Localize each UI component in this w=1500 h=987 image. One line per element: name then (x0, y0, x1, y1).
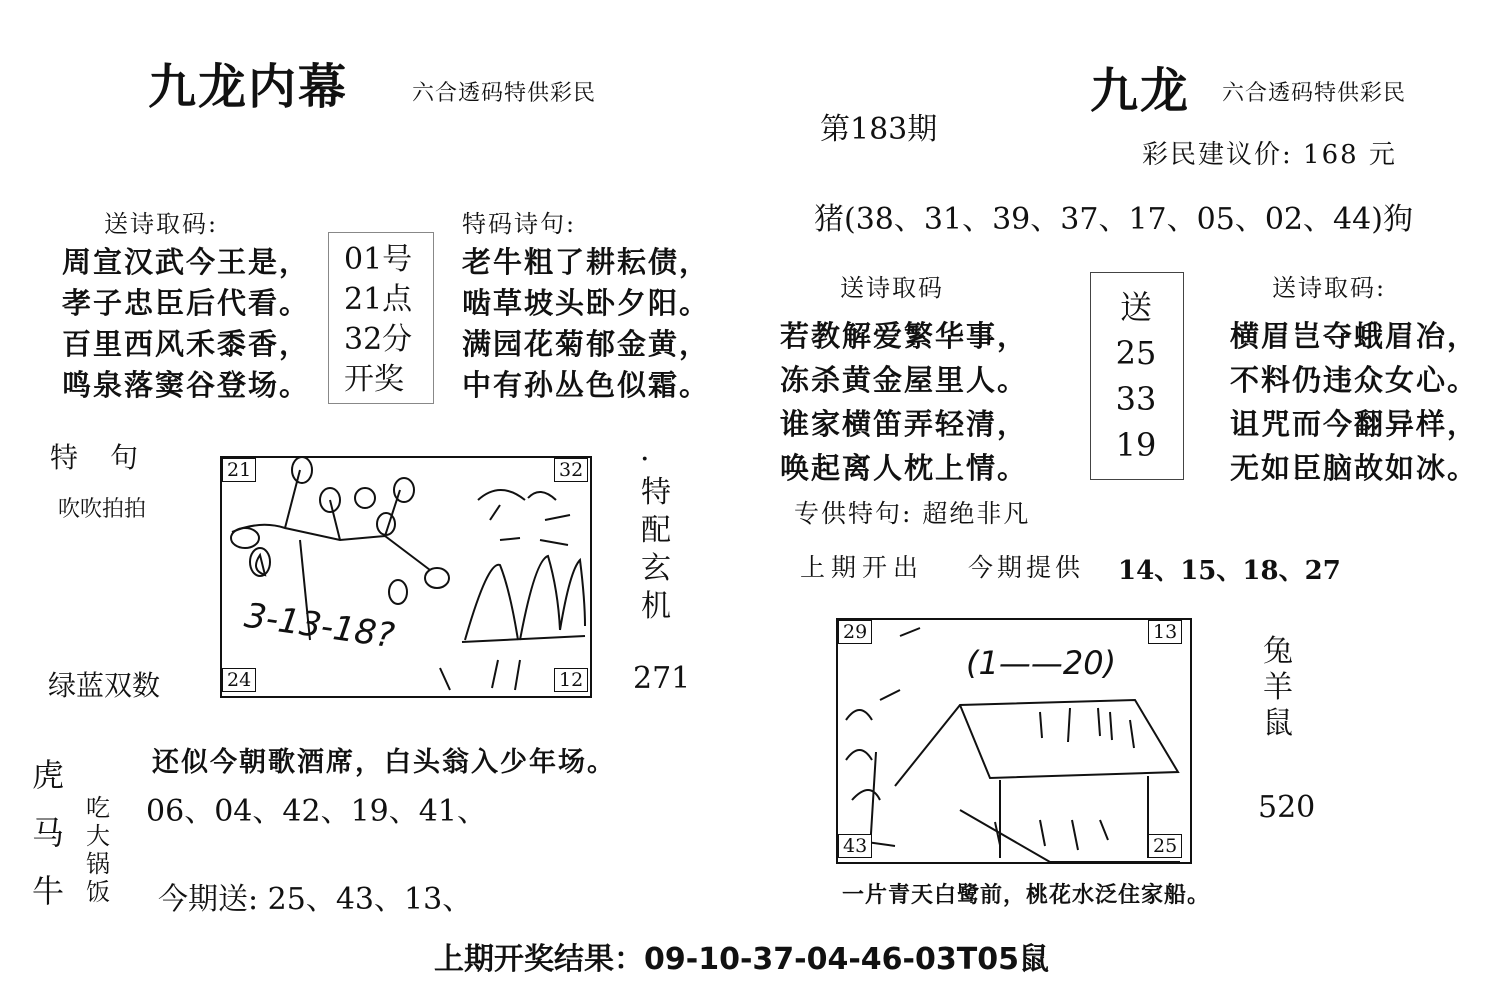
te-ju-value: 吹吹拍拍 (58, 497, 147, 522)
zodiac-char: 虎 (31, 756, 64, 794)
price-label: 彩民建议价: (1142, 140, 1293, 170)
special-vertical-label (636, 474, 676, 626)
picture-corner-bl: 24 (222, 668, 256, 692)
right-title: 九龙 (1090, 63, 1191, 119)
picture-corner-bl: 43 (838, 834, 872, 858)
poem-line: 无如臣脑故如冰。 (1230, 451, 1479, 485)
draw-minute: 32分 (344, 322, 413, 357)
send-number: 25 (1115, 334, 1157, 372)
right-poem-2 (1230, 314, 1478, 490)
number: 19 (350, 794, 389, 829)
number: 42 (282, 794, 321, 829)
picture-corner-tl: 29 (838, 620, 872, 644)
zodiac-char: 马 (31, 814, 64, 852)
poem-line: 周宣汉武今王是， (62, 245, 311, 279)
number: 13 (404, 882, 443, 917)
send-label: 送 (1119, 288, 1152, 326)
vertical-char: 配 (641, 513, 671, 548)
tree-sketch (231, 457, 449, 640)
poem-line: 不料仍违众女心。 (1230, 363, 1479, 397)
left-handwriting: 3-13-18? (241, 595, 397, 657)
picture-corner-br: 12 (554, 668, 588, 692)
number: 25 (267, 882, 306, 917)
provide-label: 今期提供 (968, 553, 1085, 582)
special-dot: · (640, 442, 650, 477)
number: 37 (1060, 202, 1099, 237)
vertical-char: 特 (641, 475, 671, 510)
special-poem-header: 特码诗句: (462, 210, 577, 238)
zodiac-char: 牛 (31, 872, 64, 910)
number: 17 (1128, 202, 1167, 237)
lv-lan-label: 绿蓝双数 (48, 669, 161, 702)
send-number: 19 (1115, 426, 1157, 464)
left-poem-header: 送诗取码: (104, 210, 219, 238)
poem-line: 诅咒而今翻异样， (1230, 407, 1479, 441)
number: 31 (923, 202, 963, 237)
picture-corner-tr: 32 (554, 458, 588, 482)
zodiac-char: 羊 (1263, 670, 1293, 705)
send-box-lines (1090, 284, 1182, 468)
picture-corner-tr: 13 (1148, 620, 1182, 644)
number: 39 (992, 202, 1031, 237)
eat-char: 大 (86, 822, 110, 850)
right-side-number: 520 (1258, 790, 1316, 825)
number: 15 (1180, 556, 1217, 586)
poem-line: 冻杀黄金屋里人。 (780, 363, 1029, 397)
poem-line: 老牛粗了耕耘债， (462, 245, 711, 279)
grass-sketch (440, 490, 585, 690)
zodiac-number-row: 猪(38、31、39、37、17、05、02、44)狗 (814, 202, 1413, 237)
number: 02 (1264, 202, 1304, 237)
number: 05 (1196, 202, 1235, 237)
zodiac-char: 兔 (1263, 634, 1293, 669)
provide-numbers: 14、15、18、27 (1118, 556, 1341, 586)
eat-char: 锅 (86, 850, 110, 878)
poem-line: 啮草坡头卧夕阳。 (462, 286, 711, 320)
number: 41 (418, 794, 457, 829)
number: 38 (855, 202, 894, 237)
left-subtitle: 六合透码特供彩民 (412, 81, 597, 106)
today-label: 今期送: (158, 882, 259, 917)
number: 27 (1304, 556, 1341, 586)
left-number-list: 06、04、42、19、41、 (146, 794, 487, 829)
poem-line: 横眉岂夺蛾眉冶， (1230, 319, 1479, 353)
special-label: 专供特句: (794, 499, 913, 528)
issue-number: 第183期 (820, 112, 938, 147)
special-value: 超绝非凡 (922, 499, 1031, 528)
left-title: 九龙内幕 (148, 59, 349, 115)
draw-label: 开奖 (344, 362, 404, 397)
right-handwriting: (1——20) (966, 644, 1117, 682)
right-poem-header-2: 送诗取码: (1272, 274, 1387, 302)
left-side-number: 271 (633, 661, 691, 696)
price-row (1142, 134, 1397, 171)
today-send-row: 今期送: 25、43、13、 (158, 882, 473, 917)
number: 44 (1333, 202, 1372, 237)
poem-line: 中有孙丛色似霜。 (462, 368, 711, 402)
eat-char: 吃 (86, 794, 110, 822)
zodiac-char: 鼠 (1263, 706, 1293, 741)
number: 04 (214, 794, 253, 829)
zodiac-end: 狗 (1382, 202, 1413, 237)
poem-line: 若教解爱繁华事， (780, 319, 1029, 353)
poem-line: 谁家横笛弄轻清， (780, 407, 1029, 441)
vertical-char: 玄 (641, 551, 671, 586)
special-row (794, 494, 1030, 530)
picture-corner-tl: 21 (222, 458, 256, 482)
right-poem-header-1: 送诗取码 (840, 274, 944, 302)
right-subtitle: 六合透码特供彩民 (1222, 81, 1407, 106)
poem-line: 百里西风禾黍香， (62, 327, 311, 361)
left-zodiac-vertical (28, 746, 68, 920)
poem-line: 唤起离人枕上情。 (780, 451, 1029, 485)
number: 06 (146, 794, 185, 829)
picture-corner-br: 25 (1148, 834, 1182, 858)
right-zodiac-vertical (1258, 634, 1298, 742)
draw-hour: 21点 (344, 282, 413, 317)
eat-char: 饭 (86, 878, 110, 906)
number: 14 (1118, 556, 1155, 586)
left-verse: 还似今朝歌酒席，白头翁入少年场。 (152, 747, 616, 778)
last-period-label: 上期开出 (800, 553, 925, 582)
number: 18 (1242, 556, 1279, 586)
poem-line: 鸣泉落窦谷登场。 (62, 368, 311, 402)
price-value: 168 元 (1303, 140, 1397, 170)
send-number: 33 (1115, 380, 1157, 418)
last-draw-result: 上期开奖结果：09-10-37-04-46-03T05鼠 (434, 942, 1049, 977)
draw-number: 01号 (344, 242, 413, 277)
zodiac-start: 猪 (814, 202, 844, 237)
eat-vertical (84, 794, 112, 906)
poem-line: 满园花菊郁金黄， (462, 327, 711, 361)
right-verse: 一片青天白鹭前，桃花水泛住家船。 (842, 882, 1211, 908)
te-ju-label: 特 句 (50, 441, 141, 474)
number: 43 (335, 882, 375, 917)
poem-line: 孝子忠臣后代看。 (62, 286, 311, 320)
vertical-char: 机 (641, 589, 671, 624)
right-poem-1 (780, 314, 1028, 490)
